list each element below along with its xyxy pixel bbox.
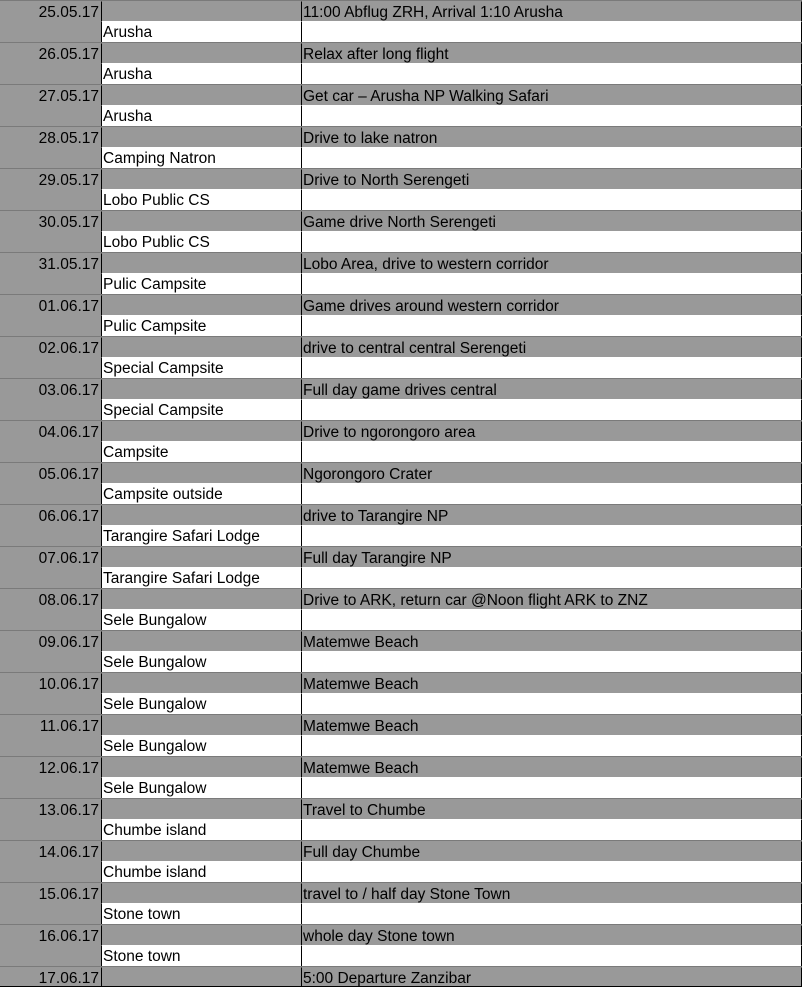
empty-cell[interactable] bbox=[102, 715, 302, 735]
activity-cell[interactable]: Drive to North Serengeti bbox=[302, 169, 802, 189]
empty-cell[interactable] bbox=[302, 273, 802, 294]
date-cell[interactable]: 09.06.17 bbox=[0, 631, 102, 651]
accommodation-cell[interactable]: Sele Bungalow bbox=[102, 651, 302, 672]
table-row bbox=[0, 735, 802, 756]
empty-cell[interactable] bbox=[102, 631, 302, 651]
date-cell[interactable]: 26.05.17 bbox=[0, 43, 102, 63]
activity-cell[interactable]: Matemwe Beach bbox=[302, 631, 802, 651]
date-cell[interactable]: 06.06.17 bbox=[0, 505, 102, 525]
date-cell[interactable]: 05.06.17 bbox=[0, 463, 102, 483]
accommodation-cell[interactable]: Lobo Public CS bbox=[102, 189, 302, 210]
date-cell[interactable]: 13.06.17 bbox=[0, 799, 102, 819]
accommodation-cell[interactable]: Tarangire Safari Lodge bbox=[102, 567, 302, 588]
empty-cell[interactable] bbox=[102, 673, 302, 693]
empty-cell[interactable] bbox=[102, 43, 302, 63]
date-cell[interactable]: 31.05.17 bbox=[0, 253, 102, 273]
table-row bbox=[0, 84, 802, 105]
accommodation-cell[interactable]: Pulic Campsite bbox=[102, 315, 302, 336]
date-cell[interactable]: 17.06.17 bbox=[0, 967, 102, 986]
empty-cell[interactable] bbox=[0, 819, 102, 840]
empty-cell[interactable] bbox=[0, 105, 102, 126]
empty-cell[interactable] bbox=[302, 861, 802, 882]
activity-cell[interactable]: Lobo Area, drive to western corridor bbox=[302, 253, 802, 273]
empty-cell[interactable] bbox=[0, 525, 102, 546]
table-row bbox=[0, 336, 802, 357]
accommodation-cell[interactable]: Campsite outside bbox=[102, 483, 302, 504]
activity-cell[interactable]: drive to Tarangire NP bbox=[302, 505, 802, 525]
table-row bbox=[0, 105, 802, 126]
table-row bbox=[0, 483, 802, 504]
activity-cell[interactable]: Matemwe Beach bbox=[302, 715, 802, 735]
table-row bbox=[0, 420, 802, 441]
table-row bbox=[0, 903, 802, 924]
table-row bbox=[0, 63, 802, 84]
date-cell[interactable]: 15.06.17 bbox=[0, 883, 102, 903]
empty-cell[interactable] bbox=[302, 651, 802, 672]
empty-cell[interactable] bbox=[102, 253, 302, 273]
table-row bbox=[0, 357, 802, 378]
date-cell[interactable]: 01.06.17 bbox=[0, 295, 102, 315]
empty-cell[interactable] bbox=[302, 903, 802, 924]
accommodation-cell[interactable]: Lobo Public CS bbox=[102, 231, 302, 252]
table-row bbox=[0, 0, 802, 21]
accommodation-cell[interactable]: Arusha bbox=[102, 63, 302, 84]
empty-cell[interactable] bbox=[0, 777, 102, 798]
empty-cell[interactable] bbox=[102, 127, 302, 147]
activity-cell[interactable]: Matemwe Beach bbox=[302, 757, 802, 777]
empty-cell[interactable] bbox=[102, 925, 302, 945]
empty-cell[interactable] bbox=[102, 841, 302, 861]
activity-cell[interactable]: Game drives around western corridor bbox=[302, 295, 802, 315]
accommodation-cell[interactable]: Special Campsite bbox=[102, 399, 302, 420]
activity-cell[interactable]: Relax after long flight bbox=[302, 43, 802, 63]
activity-cell[interactable]: Get car – Arusha NP Walking Safari bbox=[302, 85, 802, 105]
empty-cell[interactable] bbox=[302, 105, 802, 126]
table-row bbox=[0, 294, 802, 315]
date-cell[interactable]: 29.05.17 bbox=[0, 169, 102, 189]
date-cell[interactable]: 12.06.17 bbox=[0, 757, 102, 777]
table-row bbox=[0, 210, 802, 231]
empty-cell[interactable] bbox=[0, 441, 102, 462]
table-row bbox=[0, 924, 802, 945]
empty-cell[interactable] bbox=[102, 1, 302, 21]
empty-cell[interactable] bbox=[102, 169, 302, 189]
accommodation-cell[interactable]: Sele Bungalow bbox=[102, 777, 302, 798]
date-cell[interactable]: 14.06.17 bbox=[0, 841, 102, 861]
empty-cell[interactable] bbox=[302, 693, 802, 714]
accommodation-cell[interactable]: Tarangire Safari Lodge bbox=[102, 525, 302, 546]
empty-cell[interactable] bbox=[0, 21, 102, 42]
empty-cell[interactable] bbox=[102, 505, 302, 525]
empty-cell[interactable] bbox=[302, 399, 802, 420]
table-row bbox=[0, 168, 802, 189]
table-row bbox=[0, 399, 802, 420]
activity-cell[interactable]: Full day Tarangire NP bbox=[302, 547, 802, 567]
empty-cell[interactable] bbox=[102, 463, 302, 483]
date-cell[interactable]: 11.06.17 bbox=[0, 715, 102, 735]
activity-cell[interactable]: 5:00 Departure Zanzibar bbox=[302, 967, 802, 986]
empty-cell[interactable] bbox=[102, 337, 302, 357]
table-row bbox=[0, 945, 802, 966]
accommodation-cell[interactable]: Sele Bungalow bbox=[102, 609, 302, 630]
empty-cell[interactable] bbox=[102, 757, 302, 777]
empty-cell[interactable] bbox=[302, 21, 802, 42]
accommodation-cell[interactable]: Sele Bungalow bbox=[102, 693, 302, 714]
table-row bbox=[0, 756, 802, 777]
table-row bbox=[0, 315, 802, 336]
empty-cell[interactable] bbox=[302, 819, 802, 840]
empty-cell[interactable] bbox=[102, 883, 302, 903]
table-row bbox=[0, 21, 802, 42]
empty-cell[interactable] bbox=[0, 315, 102, 336]
accommodation-cell[interactable]: Arusha bbox=[102, 105, 302, 126]
empty-cell[interactable] bbox=[302, 147, 802, 168]
empty-cell[interactable] bbox=[102, 85, 302, 105]
table-row bbox=[0, 609, 802, 630]
table-row bbox=[0, 231, 802, 252]
date-cell[interactable]: 08.06.17 bbox=[0, 589, 102, 609]
empty-cell[interactable] bbox=[302, 231, 802, 252]
table-row bbox=[0, 861, 802, 882]
activity-cell[interactable]: Drive to ARK, return car @Noon flight ARK to ZNZ bbox=[302, 589, 802, 609]
table-row bbox=[0, 441, 802, 462]
empty-cell[interactable] bbox=[302, 609, 802, 630]
accommodation-cell[interactable]: Stone town bbox=[102, 903, 302, 924]
accommodation-cell[interactable]: Special Campsite bbox=[102, 357, 302, 378]
empty-cell[interactable] bbox=[102, 589, 302, 609]
activity-cell[interactable]: Game drive North Serengeti bbox=[302, 211, 802, 231]
empty-cell[interactable] bbox=[0, 567, 102, 588]
date-cell[interactable]: 07.06.17 bbox=[0, 547, 102, 567]
table-row bbox=[0, 567, 802, 588]
empty-cell[interactable] bbox=[0, 231, 102, 252]
activity-cell[interactable]: Drive to lake natron bbox=[302, 127, 802, 147]
accommodation-cell[interactable]: Stone town bbox=[102, 945, 302, 966]
date-cell[interactable]: 27.05.17 bbox=[0, 85, 102, 105]
table-row bbox=[0, 777, 802, 798]
empty-cell[interactable] bbox=[0, 609, 102, 630]
table-row bbox=[0, 147, 802, 168]
accommodation-cell[interactable]: Chumbe island bbox=[102, 861, 302, 882]
empty-cell[interactable] bbox=[302, 777, 802, 798]
activity-cell[interactable]: drive to central central Serengeti bbox=[302, 337, 802, 357]
table-row bbox=[0, 651, 802, 672]
empty-cell[interactable] bbox=[102, 379, 302, 399]
empty-cell[interactable] bbox=[102, 295, 302, 315]
activity-cell[interactable]: Matemwe Beach bbox=[302, 673, 802, 693]
activity-cell[interactable]: Travel to Chumbe bbox=[302, 799, 802, 819]
empty-cell[interactable] bbox=[0, 399, 102, 420]
accommodation-cell[interactable]: Arusha bbox=[102, 21, 302, 42]
table-row bbox=[0, 252, 802, 273]
date-cell[interactable]: 16.06.17 bbox=[0, 925, 102, 945]
empty-cell[interactable] bbox=[0, 861, 102, 882]
empty-cell[interactable] bbox=[0, 651, 102, 672]
table-row bbox=[0, 672, 802, 693]
empty-cell[interactable] bbox=[302, 189, 802, 210]
empty-cell[interactable] bbox=[0, 735, 102, 756]
date-cell[interactable]: 28.05.17 bbox=[0, 127, 102, 147]
empty-cell[interactable] bbox=[0, 189, 102, 210]
activity-cell[interactable]: Full day game drives central bbox=[302, 379, 802, 399]
empty-cell[interactable] bbox=[302, 567, 802, 588]
empty-cell[interactable] bbox=[0, 945, 102, 966]
table-row bbox=[0, 546, 802, 567]
empty-cell[interactable] bbox=[302, 63, 802, 84]
empty-cell[interactable] bbox=[0, 147, 102, 168]
accommodation-cell[interactable]: Sele Bungalow bbox=[102, 735, 302, 756]
activity-cell[interactable]: 11:00 Abflug ZRH, Arrival 1:10 Arusha bbox=[302, 1, 802, 21]
empty-cell[interactable] bbox=[302, 735, 802, 756]
table-row bbox=[0, 189, 802, 210]
table-row bbox=[0, 588, 802, 609]
empty-cell[interactable] bbox=[102, 421, 302, 441]
empty-cell[interactable] bbox=[0, 63, 102, 84]
table-row bbox=[0, 798, 802, 819]
date-cell[interactable]: 30.05.17 bbox=[0, 211, 102, 231]
accommodation-cell[interactable]: Pulic Campsite bbox=[102, 273, 302, 294]
table-row bbox=[0, 504, 802, 525]
table-row bbox=[0, 378, 802, 399]
table-row bbox=[0, 819, 802, 840]
empty-cell[interactable] bbox=[102, 799, 302, 819]
empty-cell[interactable] bbox=[302, 441, 802, 462]
empty-cell[interactable] bbox=[302, 945, 802, 966]
accommodation-cell[interactable]: Chumbe island bbox=[102, 819, 302, 840]
activity-cell[interactable]: travel to / half day Stone Town bbox=[302, 883, 802, 903]
table-row bbox=[0, 714, 802, 735]
date-cell[interactable]: 04.06.17 bbox=[0, 421, 102, 441]
empty-cell[interactable] bbox=[102, 547, 302, 567]
date-cell[interactable]: 10.06.17 bbox=[0, 673, 102, 693]
table-row bbox=[0, 42, 802, 63]
table-row bbox=[0, 693, 802, 714]
empty-cell[interactable] bbox=[302, 315, 802, 336]
empty-cell[interactable] bbox=[0, 483, 102, 504]
empty-cell[interactable] bbox=[302, 483, 802, 504]
activity-cell[interactable]: whole day Stone town bbox=[302, 925, 802, 945]
table-row bbox=[0, 840, 802, 861]
table-row bbox=[0, 630, 802, 651]
activity-cell[interactable]: Drive to ngorongoro area bbox=[302, 421, 802, 441]
empty-cell[interactable] bbox=[102, 967, 302, 986]
table-row bbox=[0, 966, 802, 987]
date-cell[interactable]: 03.06.17 bbox=[0, 379, 102, 399]
empty-cell[interactable] bbox=[0, 693, 102, 714]
empty-cell[interactable] bbox=[302, 525, 802, 546]
table-row bbox=[0, 525, 802, 546]
empty-cell[interactable] bbox=[0, 903, 102, 924]
empty-cell[interactable] bbox=[0, 273, 102, 294]
date-cell[interactable]: 25.05.17 bbox=[0, 1, 102, 21]
activity-cell[interactable]: Full day Chumbe bbox=[302, 841, 802, 861]
empty-cell[interactable] bbox=[0, 357, 102, 378]
activity-cell[interactable]: Ngorongoro Crater bbox=[302, 463, 802, 483]
table-row bbox=[0, 882, 802, 903]
table-row bbox=[0, 273, 802, 294]
empty-cell[interactable] bbox=[302, 357, 802, 378]
table-row bbox=[0, 126, 802, 147]
accommodation-cell[interactable]: Camping Natron bbox=[102, 147, 302, 168]
table-row bbox=[0, 462, 802, 483]
empty-cell[interactable] bbox=[102, 211, 302, 231]
accommodation-cell[interactable]: Campsite bbox=[102, 441, 302, 462]
date-cell[interactable]: 02.06.17 bbox=[0, 337, 102, 357]
